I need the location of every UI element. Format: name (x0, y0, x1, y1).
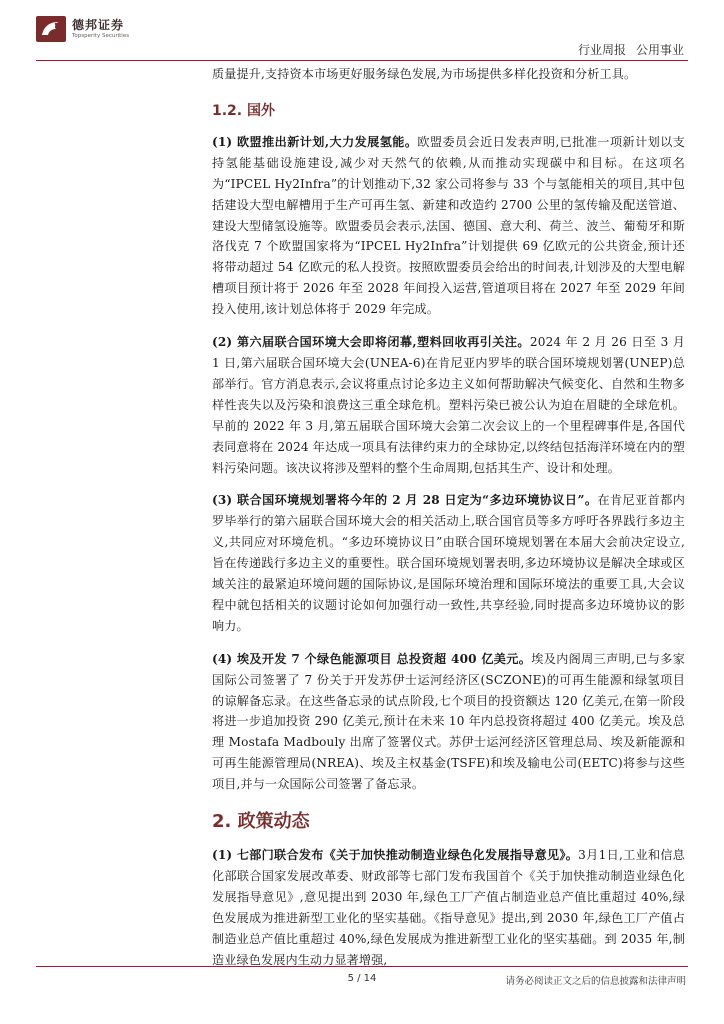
report-category (578, 41, 684, 58)
paragraph-body: 欧盟委员会近日发表声明,已批准一项新计划以支持氢能基础设施建设,减少对天然气的依赖,从而推动实现碳中和目标。在这项名为“IPCEL Hy2Infra”的计划推动下,32 家公司将参与 33 个与氢能相关的项目,其中包括建设大型电解槽用于生产可再生氢、新建和改造约 2700 公里的氢传输及配送管道、建设大型储氢设施等。欧盟委员会表示,法国、德国、意大利、荷兰、波兰、葡萄牙和斯洛伐克 7 个欧盟国家将为“IPCEL Hy2Infra”计划提供 69 亿欧元的公共资金,预计还将带动超过 54 亿欧元的私人投资。按照欧盟委员会给出的时间表,计划涉及的大型电解槽项目预计将于 2026 年至 2028 年间投入运营,管道项目将在 2027 年至 2029 年间投入使用,该计划总体将于 2029 年完成。 (212, 134, 685, 317)
page-number: 5 / 14 (347, 973, 377, 984)
paragraph-body: 在肯尼亚首都内罗毕举行的第六届联合国环境大会的相关活动上,联合国官员等多方呼吁各界践行多边主义,共同应对环境危机。“多边环境协议日”由联合国环境规划署在本届大会前决定设立,旨在传递践行多边主义的重要性。联合国环境规划署表明,多边环境协议是解决全球或区域关注的最紧迫环境问题的国际协议,是国际环境治理和国际环境法的重要工具,大会议程中就包括相关的议题讨论如何加强行动一致性,共享经验,同时提高多边环境协议的影响力。 (212, 493, 685, 633)
paragraph-unea6 (212, 332, 685, 478)
company-logo (36, 16, 129, 42)
paragraph-lead: (4) 埃及开发 7 个绿色能源项目 总投资超 400 亿美元。 (212, 651, 532, 666)
paragraph-mea-day (212, 490, 685, 636)
report-type-label: 行业周报 (577, 43, 626, 57)
industry-label: 公用事业 (635, 43, 684, 57)
paragraph-egypt (212, 649, 685, 795)
paragraph-policy (212, 845, 685, 970)
section-heading-2: 2. 政策动态 (212, 811, 310, 833)
paragraph-lead: (1) 七部门联合发布《关于加快推动制造业绿色化发展指导意见》。 (212, 848, 579, 863)
paragraph-lead: (2) 第六届联合国环境大会即将闭幕,塑料回收再引关注。 (212, 335, 530, 350)
paragraph-lead: (1) 欧盟推出新计划,大力发展氢能。 (212, 134, 418, 149)
footer-divider (36, 966, 688, 967)
header-divider (36, 60, 688, 61)
intro-paragraph: 质量提升,支持资本市场更好服务绿色发展,为市场提供多样化投资和分析工具。 (212, 67, 637, 81)
paragraph-body: 2024 年 2 月 26 日至 3 月 1 日,第六届联合国环境大会(UNEA-6)在肯尼亚内罗毕的联合国环境规划署(UNEP)总部举行。官方消息表示,会议将重点讨论多边主义如何帮助解决气候变化、自然和生物多样性丧失以及污染和浪费这三重全球危机。塑料污染已被公认为迫在眉睫的全球危机。早前的 2022 年 3 月,第五届联合国环境大会第二次会议上的一个里程碑事件是,各国代表同意将在 2024 年达成一项具有法律约束力的全球协定,以终结包括海洋环境在内的塑料污染问题。该决议将涉及塑料的整个生命周期,包括其生产、设计和处理。 (212, 335, 685, 475)
paragraph-hydrogen (212, 132, 685, 320)
document-body (212, 62, 685, 971)
paragraph-body: 3月1日,工业和信息化部联合国家发展改革委、财政部等七部门发布我国首个《关于加快推动制造业绿色化发展指导意见》,意见提出到 2030 年,绿色工厂产值占制造业总产值比重超过 40%,绿色发展成为推进新型工业化的坚实基础。《指导意见》提出,到 2030 年,绿色工厂产值占制造业总产值比重超过 40%,绿色发展成为推进新型工业化的坚实基础。到 2035 年,制造业绿色发展内生动力显著增强, (212, 848, 686, 967)
logo-english-name: Topsperity Securities (72, 32, 130, 39)
page-header (0, 0, 724, 64)
paragraph-body: 埃及内阁周三声明,已与多家国际公司签署了 7 份关于开发苏伊士运河经济区(SCZONE)的可再生能源和绿氢项目的谅解备忘录。在这些备忘录的试点阶段,七个项目的投资额达 120 亿美元,在第一阶段将进一步追加投资 290 亿美元,预计在未来 10 年内总投资将超过 400 亿美元。埃及总理 Mostafa Madbouly 出席了签署仪式。苏伊士运河经济区管理总局、埃及新能源和可再生能源管理局(NREA)、埃及主权基金(TSFE)和埃及输电公司(EETC)将参与这些项目,并与一众国际公司签署了备忘录。 (212, 651, 685, 792)
paragraph-lead: (3) 联合国环境规划署将今年的 2 月 28 日定为“多边环境协议日”。 (212, 493, 598, 508)
legal-disclaimer: 请务必阅读正文之后的信息披露和法律声明 (505, 976, 686, 987)
section-heading-1-2: 1.2. 国外 (212, 102, 275, 119)
dragon-logo-icon (36, 16, 66, 42)
logo-chinese-name: 德邦证券 (72, 17, 125, 32)
